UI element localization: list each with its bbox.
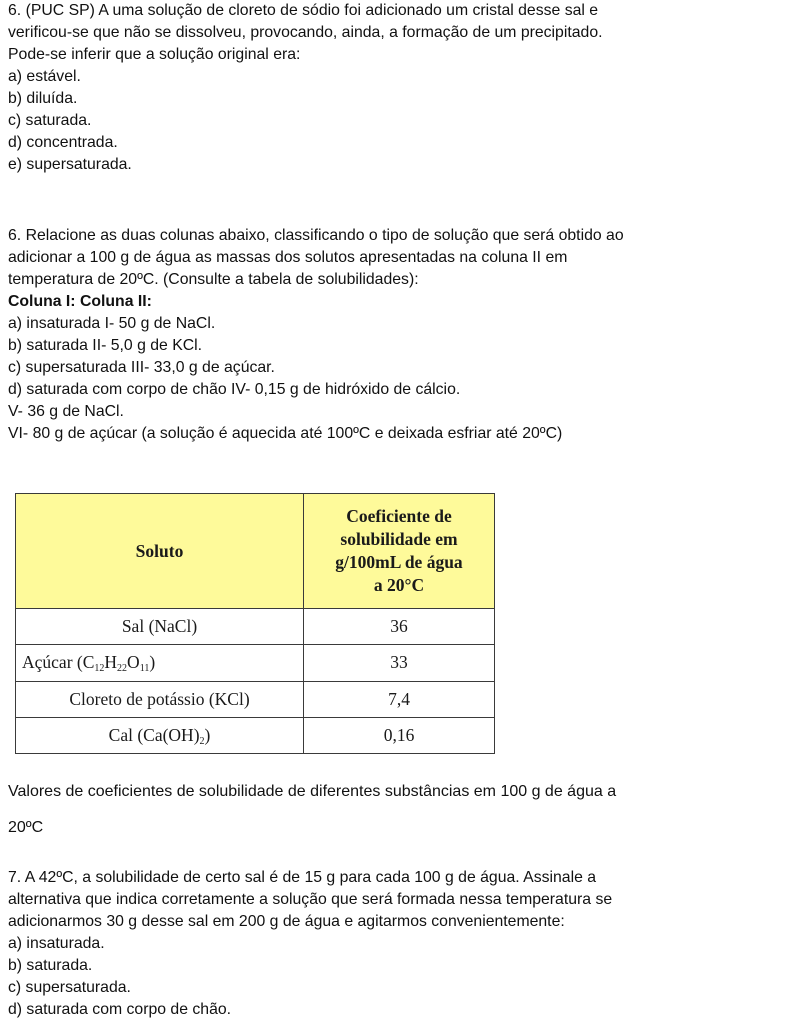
table-caption-line2: 20ºC	[8, 819, 44, 836]
solute-name-suffix: )	[149, 652, 156, 673]
q6b-columns-heading: Coluna I: Coluna II:	[8, 293, 152, 310]
table-row	[16, 609, 495, 645]
q6b-stem-line1: 6. Relacione as duas colunas abaixo, classificando o tipo de solução que será obtido ao	[8, 227, 624, 244]
q6b-pair-3: c) supersaturada III- 33,0 g de açúcar.	[8, 359, 275, 376]
q6b-pair-2: b) saturada II- 5,0 g de KCl.	[8, 337, 203, 354]
table-row	[16, 681, 495, 717]
row-solute-name	[16, 717, 304, 753]
subscript: 12	[94, 663, 105, 675]
subscript: 2	[199, 735, 205, 747]
q6a-option-c: c) saturada.	[8, 112, 92, 129]
solute-name-part: O	[127, 652, 140, 673]
solute-name-suffix: )	[204, 724, 211, 745]
q6b-stem-line2: adicionar a 100 g de água as massas dos solutos apresentadas na coluna II em	[8, 249, 568, 266]
q6a-stem-line3: Pode-se inferir que a solução original era:	[8, 46, 301, 63]
header-soluto: Soluto	[16, 494, 304, 609]
q6a-option-e: e) supersaturada.	[8, 156, 132, 173]
q6a-option-b: b) diluída.	[8, 90, 78, 107]
subscript: 11	[139, 663, 150, 675]
row-solute-name: Cloreto de potássio (KCl)	[16, 681, 304, 717]
q6b-pair-6: VI- 80 g de açúcar (a solução é aquecida até 100ºC e deixada esfriar até 20ºC)	[8, 425, 563, 442]
header-coeficiente	[304, 494, 495, 609]
q6a-stem-line1: 6. (PUC SP) A uma solução de cloreto de sódio foi adicionado um cristal desse sal e	[8, 2, 599, 19]
q7-stem-line3: adicionarmos 30 g desse sal em 200 g de água e agitarmos convenientemente:	[8, 913, 565, 930]
q7-option-a: a) insaturada.	[8, 935, 105, 952]
table-caption-line1: Valores de coeficientes de solubilidade de diferentes substâncias em 100 g de água a	[8, 783, 617, 800]
header-coef-line1: Coeficiente de	[346, 506, 452, 526]
row-solubility-value: 7,4	[304, 681, 495, 717]
header-coef-line4: a 20°C	[373, 575, 425, 595]
solute-name-part: H	[104, 652, 118, 673]
table-row	[16, 645, 495, 681]
q6a-option-d: d) concentrada.	[8, 134, 118, 151]
q6a-option-a: a) estável.	[8, 68, 81, 85]
q7-option-c: c) supersaturada.	[8, 979, 131, 996]
solute-name-prefix: Cal (Ca(OH)	[108, 724, 200, 745]
q7-stem-line1: 7. A 42ºC, a solubilidade de certo sal é de 15 g para cada 100 g de água. Assinale a	[8, 869, 597, 886]
q6b-pair-5: V- 36 g de NaCl.	[8, 403, 124, 420]
q6b-stem-line3: temperatura de 20ºC. (Consulte a tabela de solubilidades):	[8, 271, 419, 288]
q6b-pair-1: a) insaturada I- 50 g de NaCl.	[8, 315, 216, 332]
header-coef-line2: solubilidade em	[340, 529, 458, 549]
subscript: 22	[117, 663, 128, 675]
q7-stem-line2: alternativa que indica corretamente a solução que será formada nessa temperatura se	[8, 891, 613, 908]
row-solubility-value: 36	[304, 609, 495, 645]
table-row	[16, 717, 495, 753]
q6a-stem-line2: verificou-se que não se dissolveu, provocando, ainda, a formação de um precipitado.	[8, 24, 603, 41]
header-coef-line3: g/100mL de água	[335, 552, 463, 572]
table-header-row	[16, 494, 495, 609]
solubility-table	[15, 493, 495, 754]
row-solubility-value: 0,16	[304, 717, 495, 753]
solute-name-prefix: Açúcar (C	[22, 652, 95, 673]
row-solute-name	[16, 645, 304, 681]
q6b-pair-4: d) saturada com corpo de chão IV- 0,15 g de hidróxido de cálcio.	[8, 381, 461, 398]
q7-option-d: d) saturada com corpo de chão.	[8, 1001, 232, 1018]
row-solubility-value: 33	[304, 645, 495, 681]
q7-option-b: b) saturada.	[8, 957, 93, 974]
row-solute-name: Sal (NaCl)	[16, 609, 304, 645]
